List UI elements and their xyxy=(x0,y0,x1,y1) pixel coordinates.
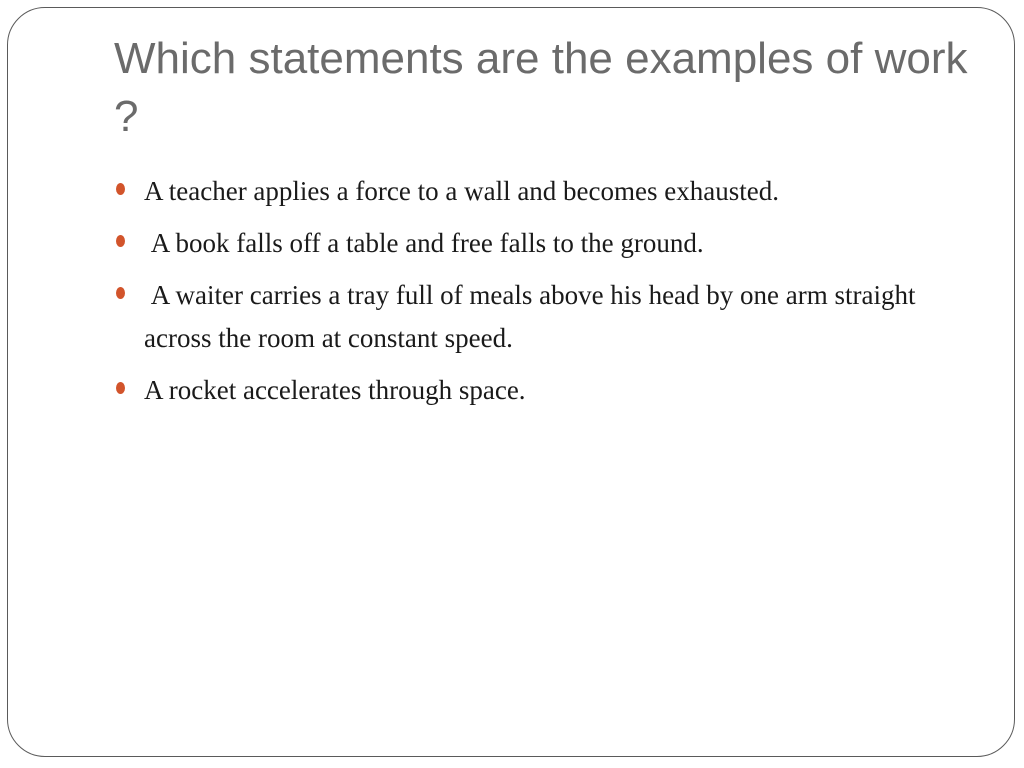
bullet-list xyxy=(114,170,934,421)
bullet-item-rocket xyxy=(114,369,934,412)
bullet-item-teacher xyxy=(114,170,934,213)
bullet-text: A teacher applies a force to a wall and becomes exhausted. xyxy=(144,176,779,206)
bullet-dot-icon xyxy=(116,287,125,299)
bullet-text: A rocket accelerates through space. xyxy=(144,375,526,405)
bullet-item-waiter xyxy=(114,274,934,360)
slide-title: Which statements are the examples of work ? xyxy=(114,34,968,141)
bullet-item-book xyxy=(114,222,934,265)
bullet-text: A waiter carries a tray full of meals above his head by one arm straight across the room at constant speed. xyxy=(144,280,923,353)
bullet-dot-icon xyxy=(116,235,125,247)
bullet-dot-icon xyxy=(116,183,125,195)
bullet-dot-icon xyxy=(116,382,125,394)
bullet-text: A book falls off a table and free falls to the ground. xyxy=(144,228,704,258)
